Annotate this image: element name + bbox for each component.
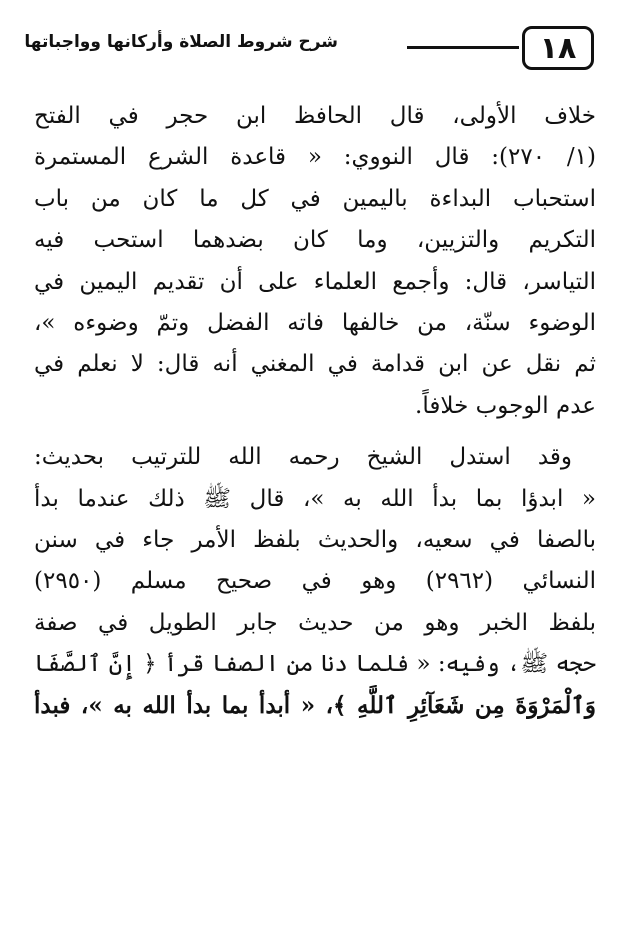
text-line: ثم نقل عن ابن قدامة في المغني أنه قال: لا نعلم في — [34, 351, 596, 378]
text-line: استحباب البداءة باليمين في كل ما كان من باب — [34, 185, 596, 212]
text-line: خلاف الأولى، قال الحافظ ابن حجر في الفتح — [34, 103, 596, 129]
text-line: وَٱلْمَرْوَةَ مِن شَعَآئِرِ ٱللَّهِ ﴾، « أبدأ بما بدأ الله به »، فبدأ — [34, 692, 596, 720]
text-line: (١/ ٢٧٠): قال النووي: « قاعدة الشرع المستمرة — [34, 144, 596, 171]
page-number: ١٨ — [539, 30, 577, 66]
text-line: التكريم والتزيين، وما كان بضدهما استحب فيه — [34, 227, 596, 254]
running-title: شرح شروط الصلاة وأركانها وواجباتها — [24, 32, 338, 52]
paragraph-gap — [34, 427, 596, 437]
text-line: وقد استدل الشيخ رحمه الله للترتيب بحديث: — [34, 444, 572, 471]
text-line: بلفظ الخبر وهو من حديث جابر الطويل في صفة — [34, 609, 596, 636]
text-line: حجه ﷺ، وفيه: « فلما دنا من الصفا قرأ ﴿ إِنَّ ٱلصَّفَا — [34, 651, 596, 678]
text-line: « ابدؤا بما بدأ الله به »، قال ﷺ ذلك عندما بدأ — [34, 485, 596, 512]
header-rule — [407, 46, 519, 49]
page-number-box — [522, 26, 594, 70]
text-line: عدم الوجوب خلافاً. — [415, 392, 596, 419]
text-line: الوضوء سنّة، من خالفها فاته الفضل وتمّ وضوءه »، — [34, 309, 596, 336]
text-line: التياسر، قال: وأجمع العلماء على أن تقديم اليمين في — [34, 268, 596, 295]
page-header — [24, 26, 598, 76]
body-text — [34, 96, 596, 727]
text-line: بالصفا في سعيه، والحديث بلفظ الأمر جاء في سنن — [34, 526, 596, 553]
text-line: النسائي (٢٩٦٢) وهو في صحيح مسلم (٢٩٥٠) — [34, 568, 596, 595]
